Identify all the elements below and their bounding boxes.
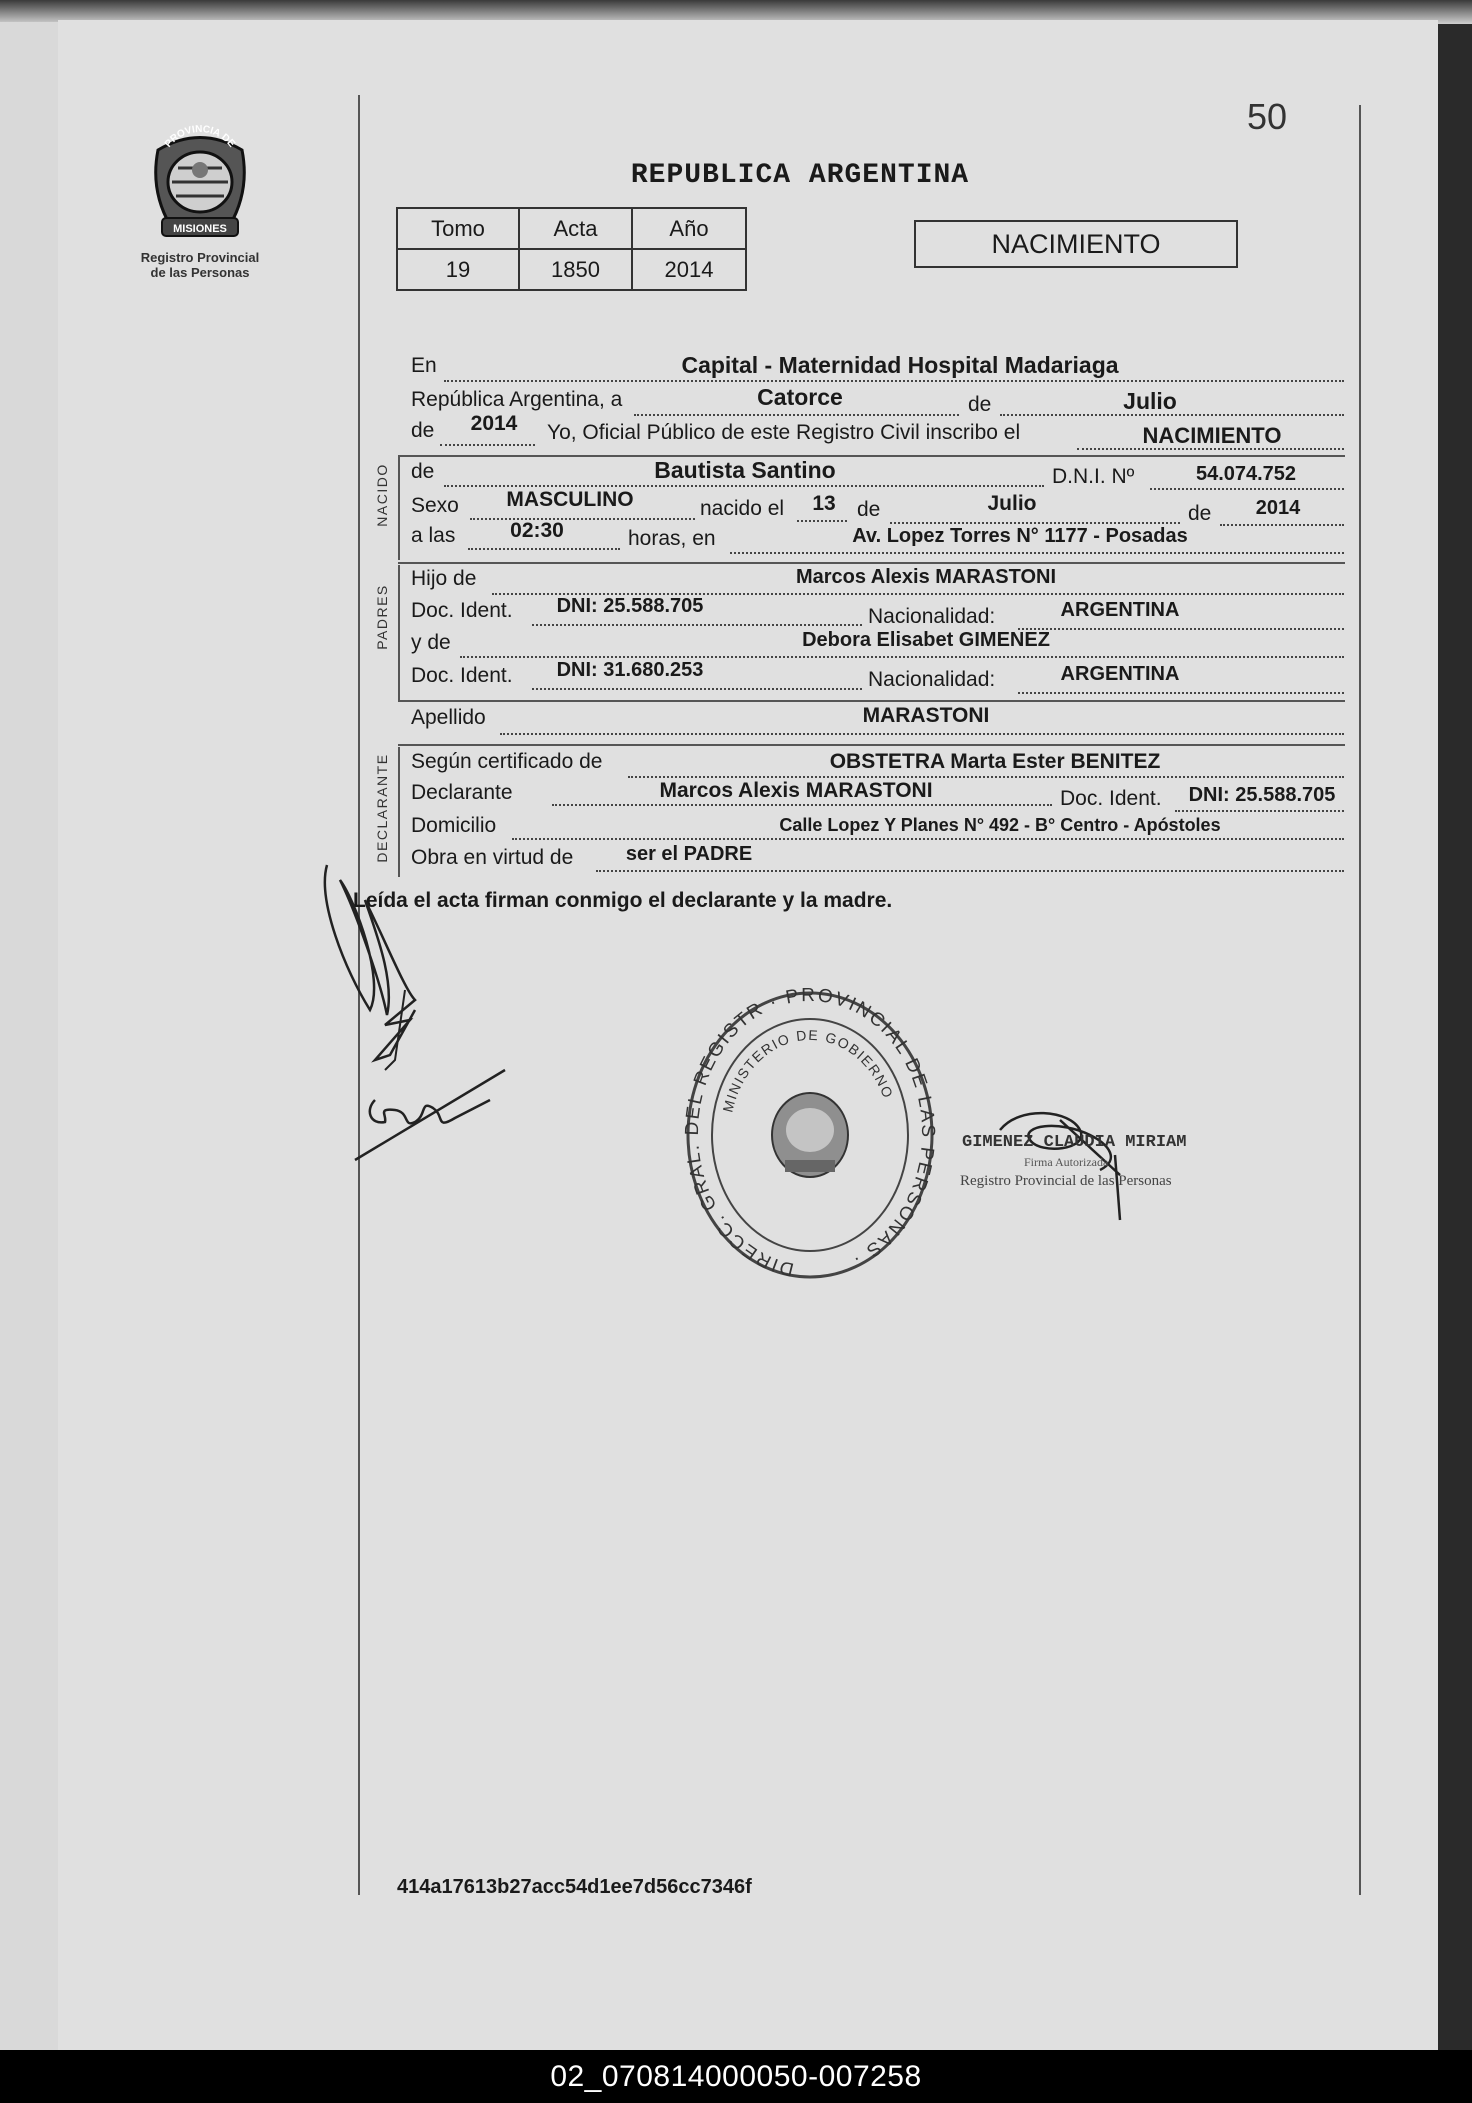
section-divider (398, 455, 1345, 457)
dotted-line (500, 733, 1344, 735)
country-title: REPUBLICA ARGENTINA (630, 160, 970, 191)
dotted-line (512, 838, 1344, 840)
logo-caption-line2: de las Personas (150, 265, 250, 280)
field-child-name: Bautista Santino (654, 457, 836, 483)
field-certificado: OBSTETRA Marta Ester BENITEZ (829, 750, 1161, 773)
dotted-line (532, 624, 862, 626)
label-domicilio: Domicilio (411, 814, 497, 837)
dotted-line (1150, 488, 1344, 490)
official-stamp (680, 980, 940, 1290)
officer-signature-block (960, 1100, 1260, 1240)
dotted-line (890, 522, 1180, 524)
field-act-type-inline: NACIMIENTO (1142, 423, 1282, 448)
label-en: En (411, 354, 437, 377)
right-margin-line (1359, 105, 1361, 1895)
logo-text-top: PROVINCIA DE (162, 123, 238, 150)
field-father-nationality: ARGENTINA (1060, 599, 1180, 621)
register-value-tomo: 19 (397, 249, 519, 290)
section-divider (398, 562, 1345, 564)
register-header-tomo: Tomo (397, 208, 519, 249)
label-certificado: Según certificado de (411, 750, 603, 773)
label-father-nationality: Nacionalidad: (868, 605, 996, 628)
previous-sheet-edge (0, 22, 60, 2052)
dotted-line (634, 414, 959, 416)
register-value-acta: 1850 (519, 249, 632, 290)
field-declarante-name: Marcos Alexis MARASTONI (659, 779, 933, 802)
label-de-month: de (857, 498, 881, 521)
label-nacido-el: nacido el (700, 497, 785, 520)
dotted-line (552, 804, 1052, 806)
label-dni: D.N.I. Nº (1052, 465, 1135, 488)
dotted-line (468, 548, 620, 550)
logo-caption-line1: Registro Provincial (140, 250, 260, 265)
field-father-name: Marcos Alexis MARASTONI (795, 566, 1057, 588)
field-birth-month: Julio (987, 492, 1037, 515)
label-de-year: de (411, 419, 435, 442)
label-a-las: a las (411, 524, 456, 547)
dotted-line (1018, 628, 1344, 630)
bracket-declarante (398, 747, 400, 877)
dotted-line (797, 520, 847, 522)
dotted-line (470, 518, 695, 520)
registry-logo (130, 120, 270, 280)
field-birth-day: 13 (812, 492, 836, 515)
field-month: Julio (1123, 388, 1177, 414)
label-horas-en: horas, en (628, 527, 716, 550)
label-mother-nationality: Nacionalidad: (868, 668, 996, 691)
officer-role: Firma Autorizada (1024, 1155, 1109, 1169)
act-type-box: NACIMIENTO (914, 220, 1238, 268)
label-hijo-de: Hijo de (411, 567, 477, 590)
label-nacido-de: de (411, 460, 435, 483)
register-table (396, 207, 747, 291)
label-sexo: Sexo (411, 494, 459, 517)
dotted-line (460, 656, 1344, 658)
label-declarante: Declarante (411, 781, 513, 804)
dotted-line (1175, 810, 1344, 812)
field-birth-year: 2014 (1255, 497, 1301, 519)
label-mother-doc: Doc. Ident. (411, 664, 513, 687)
dotted-line (444, 380, 1344, 382)
officer-office: Registro Provincial de las Personas (960, 1173, 1172, 1189)
field-day-words: Catorce (757, 384, 843, 410)
stamp-coat-of-arms-icon (772, 1093, 848, 1177)
field-father-doc: DNI: 25.588.705 (556, 595, 704, 617)
dotted-line (596, 870, 1344, 872)
register-header-acta: Acta (519, 208, 632, 249)
dotted-line (1018, 692, 1344, 694)
section-divider (398, 700, 1345, 702)
field-mother-name: Debora Elisabet GIMENEZ (802, 629, 1050, 651)
register-value-anio: 2014 (632, 249, 746, 290)
field-year: 2014 (470, 412, 518, 435)
field-mother-nationality: ARGENTINA (1060, 663, 1180, 685)
dotted-line (532, 688, 862, 690)
field-birth-place: Av. Lopez Torres N° 1177 - Posadas (852, 525, 1188, 547)
label-de-birth-year: de (1188, 502, 1212, 525)
closing-statement: Leída el acta firman conmigo el declarante y la madre. (353, 889, 893, 912)
bracket-nacido (398, 455, 400, 560)
officer-name: GIMENEZ CLAUDIA MIRIAM (962, 1133, 1187, 1152)
dotted-line (1220, 524, 1344, 526)
intro-statement: Yo, Oficial Público de este Registro Civil inscribo el (547, 421, 1021, 444)
dotted-line (730, 552, 1344, 554)
field-place: Capital - Maternidad Hospital Madariaga (681, 352, 1119, 378)
stamp-outer-text: DIRECC. GRAL. DEL REGISTR · PROVINCIAL DE LAS PERSONAS · (681, 984, 939, 1280)
field-declarante-doc: DNI: 25.588.705 (1188, 784, 1336, 806)
label-republica: República Argentina, a (411, 388, 623, 411)
misiones-coat-of-arms-icon (140, 120, 260, 250)
register-table-value-row (397, 249, 746, 290)
section-divider (398, 744, 1345, 746)
field-mother-doc: DNI: 31.680.253 (556, 659, 704, 681)
field-child-dni: 54.074.752 (1195, 463, 1297, 485)
page-number: 50 (1247, 96, 1288, 137)
label-obra: Obra en virtud de (411, 846, 574, 869)
field-time: 02:30 (510, 519, 564, 542)
field-apellido: MARASTONI (862, 704, 990, 727)
label-de: de (968, 393, 992, 416)
bracket-padres (398, 565, 400, 700)
field-sexo: MASCULINO (506, 488, 634, 511)
dotted-line (440, 444, 535, 446)
label-declarante-doc: Doc. Ident. (1060, 787, 1162, 810)
register-header-anio: Año (632, 208, 746, 249)
label-father-doc: Doc. Ident. (411, 599, 513, 622)
field-domicilio: Calle Lopez Y Planes N° 492 - B° Centro - Apóstoles (779, 815, 1221, 835)
stamp-inner-text: MINISTERIO DE GOBIERNO (719, 1026, 897, 1114)
declarant-signature (315, 860, 515, 1170)
register-table-header-row (397, 208, 746, 249)
dotted-line (444, 485, 1044, 487)
label-apellido: Apellido (411, 706, 486, 729)
logo-text-bottom: MISIONES (173, 223, 227, 235)
label-y-de: y de (411, 631, 451, 654)
dotted-line (628, 776, 1344, 778)
document-hash: 414a17613b27acc54d1ee7d56cc7346f (397, 1876, 752, 1898)
scan-footer-id: 02_070814000050-007258 (0, 2050, 1472, 2103)
field-obra: ser el PADRE (625, 843, 753, 865)
